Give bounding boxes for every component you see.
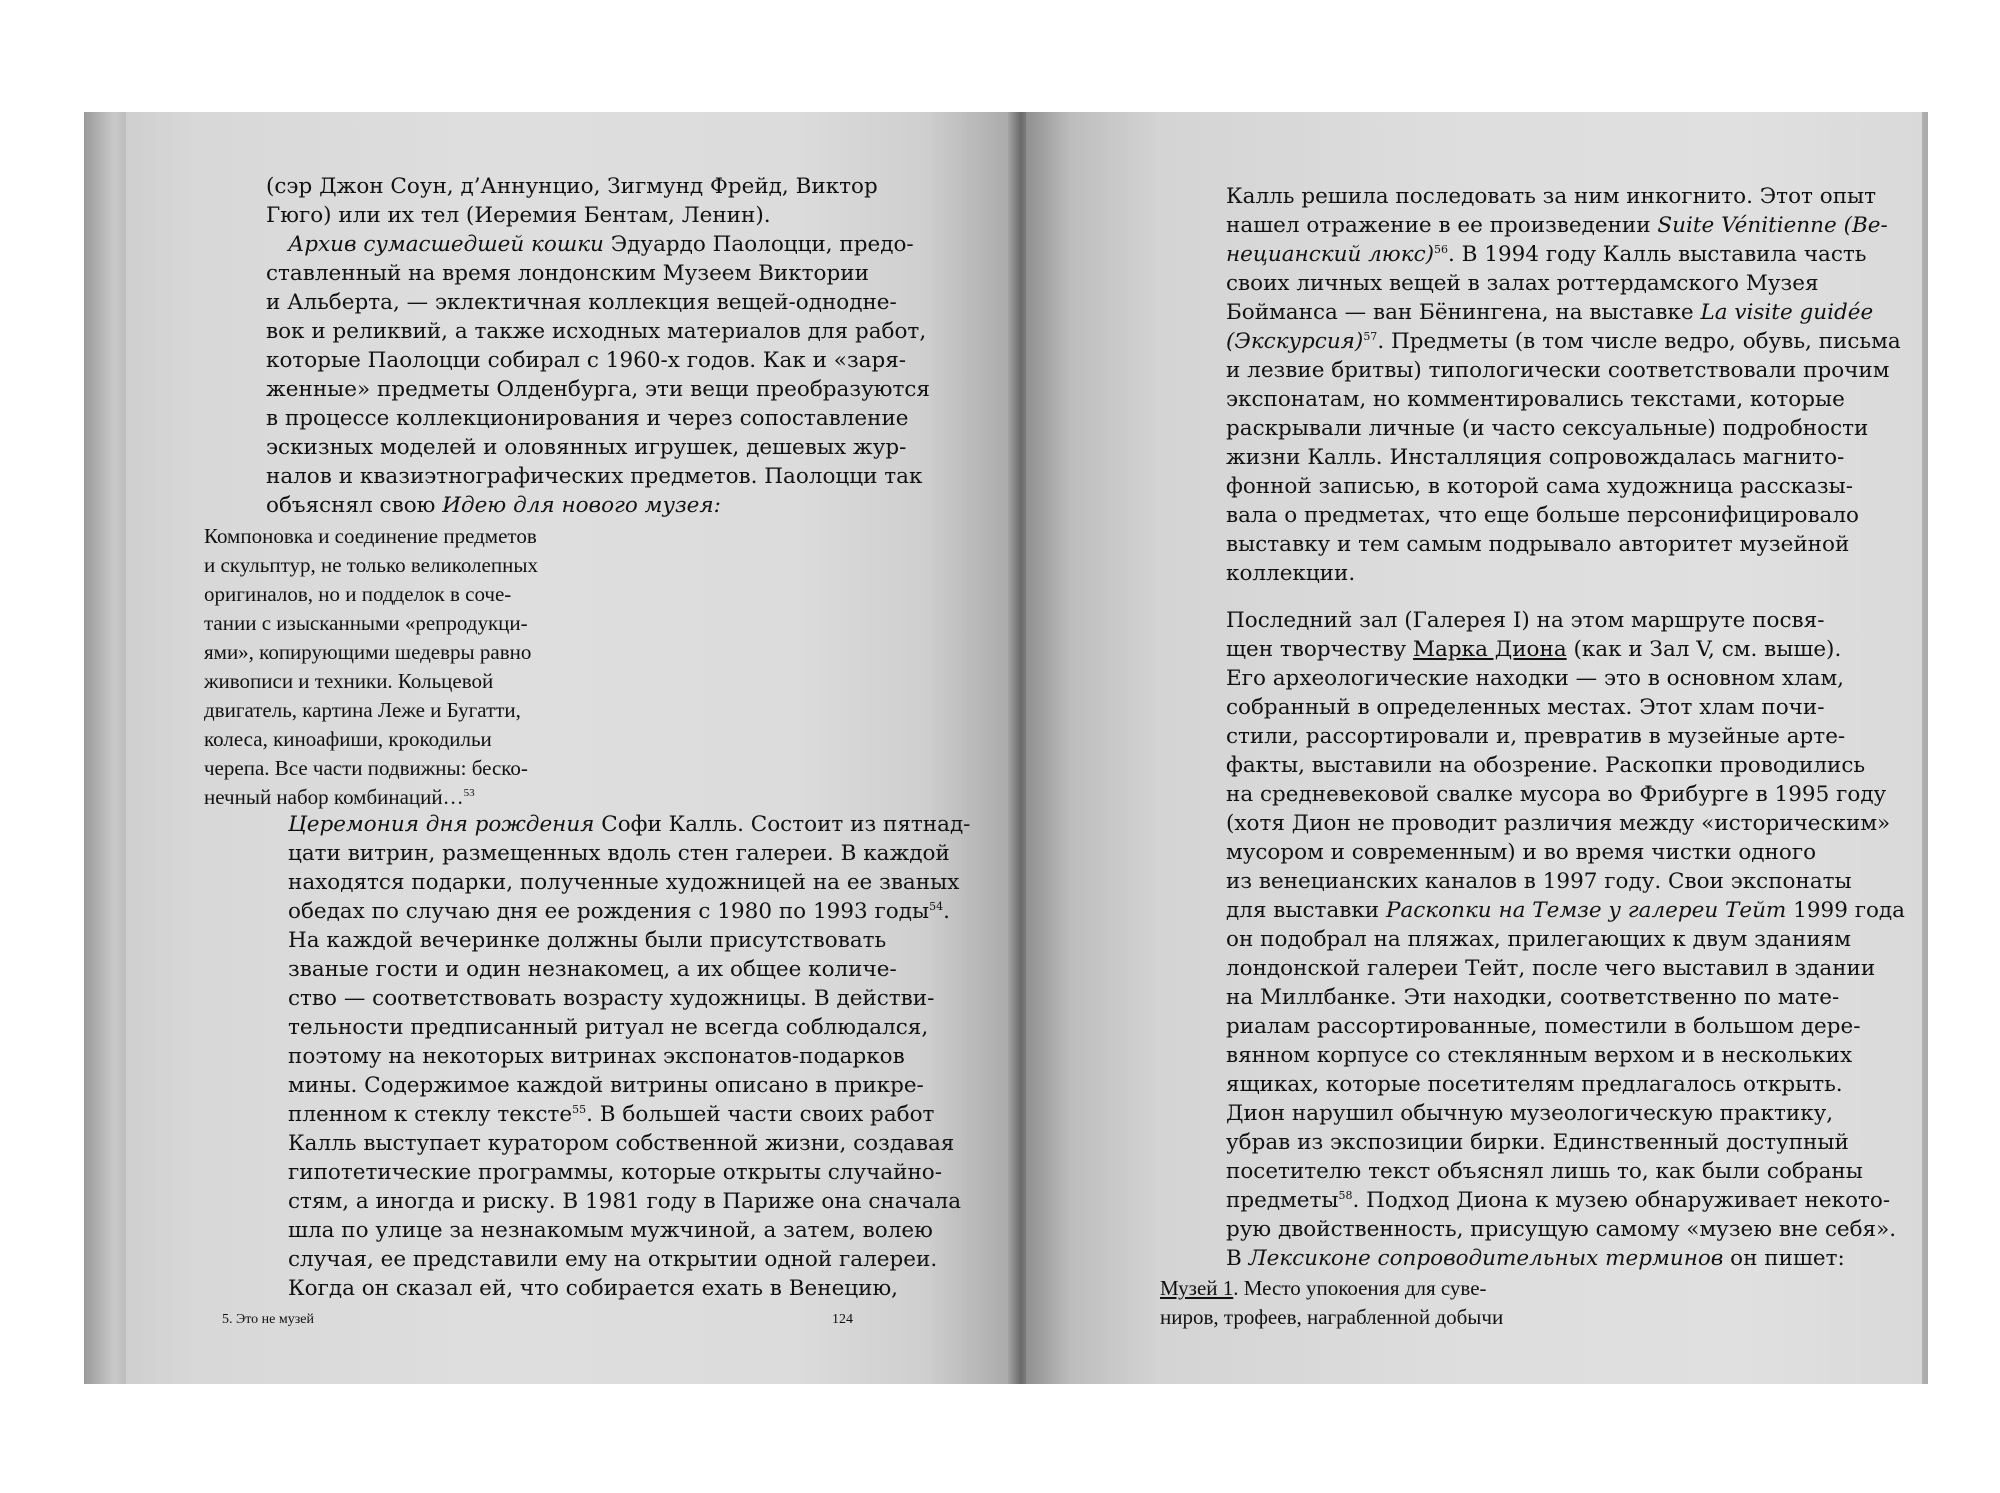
paolozzi-quote: Компоновка и соединение предметов и скульптур, не только великолепных оригиналов, но и подделок в соче- тании с изысканными «репродукци- ями», копирующими шедевры равно живописи и техники. Кольцевой двигатель, картина Леже и Бугатти, колеса, киноафиши, крокодильи черепа. Все части подвижны: беско- нечный набор комбинаций…$^{53}$ — [204, 524, 538, 809]
footnote-58: 58 — [1338, 1188, 1353, 1202]
footnote-56: 56 — [1434, 242, 1449, 256]
page-number: 124 — [832, 1312, 853, 1327]
left-para-1: (сэр Джон Соун, д’Аннунцио, Зигмунд Фрейд, Виктор Гюго) или их тел (Иеремия Бентам, Ленин). — [266, 174, 878, 228]
calle-work-title: Церемония дня рождения — [288, 812, 595, 837]
right-page — [1026, 112, 1922, 1384]
footnote-57: 57 — [1363, 329, 1378, 343]
footnote-53: 53 — [463, 787, 475, 799]
left-para-2: Архив сумасшедшей кошки Эдуардо Паолоцци, предо- ставленный на время лондонским Музеем Виктории и Альберта, — эклектичная коллекция вещей-однодне- вок и реликвий, а также исходных материалов для работ, которые Паолоцци собирал с 1960-х годов. Как и «заря- женные» предметы Олденбурга, эти вещи преобразуются в процессе коллекционирования и через сопоставление эскизных моделей и оловянных игрушек, дешевых жур- налов и квазиэтнографических предметов. Паолоцци так объяснял свою Идею для нового музея: — [266, 232, 930, 518]
right-para-2: Последний зал (Галерея I) на этом маршруте посвя- щен творчеству Марка Диона (как и Зал V, см. выше). Его археологические находки — это в основном хлам, собранный в определенных местах. Этот хлам почи- стили, рассортировали и, превратив в музейные арте- факты, выставили на обозрение. Раскопки проводились на средневековой свалке мусора во Фрибурге в 1995 году (хотя Дион не проводит различия между «историческим» мусором и современным) и во время чистки одного из венецианских каналов в 1997 году. Свои экспонаты для выставки Раскопки на Темзе у галереи Тейт 1999 года он подобрал на пляжах, прилегающих к двум зданиям лондонской галереи Тейт, после чего выставил в здании на Миллбанке. Эти находки, соответственно по мате- риалам рассортированные, поместили в большом дере- вянном корпусе со стеклянным верхом и в нескольких ящиках, которые посетителям предлагалось открыть. Дион нарушил обычную музеологическую практику, убрав из экспозиции бирки. Единственный доступный посетителю текст объяснял лишь то, как были собраны предметы$^{58}$. Подход Диона к музею обнаруживает некото- рую двойственность, присущую самому «музею вне себя». В Лексиконе сопроводительных терминов он пишет: — [1226, 608, 1905, 1271]
paolozzi-work-title: Архив сумасшедшей кошки — [288, 232, 604, 257]
footnote-54: 54 — [929, 899, 944, 913]
left-para-3: Церемония дня рождения Софи Калль. Состоит из пятнад- цати витрин, размещенных вдоль стен галереи. В каждой находятся подарки, полученные художницей на ее званых обедах по случаю дня ее рождения с 1980 по 1993 годы$^{54}$. На каждой вечеринке должны были присутствовать званые гости и один незнакомец, а их общее количе- ство — соответствовать возрасту художницы. В действи- тельности предписанный ритуал не всегда соблюдался, поэтому на некоторых витринах экспонатов-подарков мины. Содержимое каждой витрины описано в прикре- пленном к стеклу тексте$^{55}$. В большей части своих работ Калль выступает куратором собственной жизни, создавая гипотетические программы, которые открыты случайно- стям, а иногда и риску. В 1981 году в Париже она сначала шла по улице за незнакомым мужчиной, а затем, волею случая, ее представили ему на открытии одной галереи. Когда он сказал ей, что собирается ехать в Венецию, — [288, 812, 971, 1301]
footnote-55: 55 — [572, 1102, 587, 1116]
right-para-1: Калль решила последовать за ним инкогнито. Этот опыт нашел отражение в ее произведении Suite Vénitienne (Ве- нецианский люкс)$^{56}$. В 1994 году Калль выставила часть своих личных вещей в залах роттердамского Музея Бойманса — ван Бёнингена, на выставке La visite guidée (Экскурсия)$^{57}$. Предметы (в том числе ведро, обувь, письма и лезвие бритвы) типологически соответствовали прочим экспонатам, но комментировались текстами, которые раскрывали личные (и часто сексуальные) подробности жизни Калль. Инсталляция сопровождалась магнито- фонной записью, в которой сама художница рассказы- вала о предметах, что еще больше персонифицировало выставку и тем самым подрывало авторитет музейной коллекции. — [1226, 184, 1901, 586]
footer-chapter: 5. Это не музей — [222, 1312, 314, 1327]
lexicon-term: Музей 1 — [1160, 1276, 1234, 1300]
mark-dion-link[interactable]: Марка Диона — [1413, 637, 1567, 662]
left-page — [126, 112, 1014, 1384]
lexicon-quote: Музей 1. Место упокоения для суве- ниров, трофеев, награбленной добычи — [1160, 1276, 1504, 1329]
